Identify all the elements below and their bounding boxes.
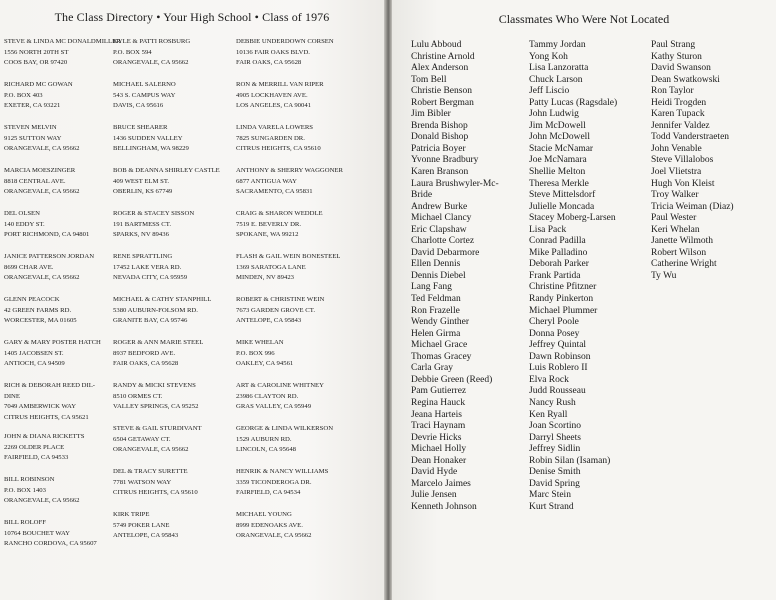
entry-address-line: FAIRFIELD, CA 94533 bbox=[4, 454, 69, 462]
entry-address-line: 1436 SUDDEN VALLEY bbox=[113, 134, 183, 142]
entry-name: KYLE & PATTI ROSBURG bbox=[113, 38, 191, 45]
entry-name: ANTHONY & SHERRY WAGGONER bbox=[236, 167, 343, 174]
entry-name: DEL OLSEN bbox=[4, 210, 40, 217]
classmate-name: Conrad Padilla bbox=[529, 236, 586, 247]
classmate-name: Regina Hauck bbox=[411, 397, 466, 408]
classmate-name: John Venable bbox=[651, 143, 702, 154]
classmate-name: David Swanson bbox=[651, 63, 711, 74]
classmate-name: Paul Strang bbox=[651, 40, 696, 50]
classmate-name: Julielle Moncada bbox=[529, 201, 595, 212]
entry-address-line: ORANGEVALE, CA 95662 bbox=[113, 59, 189, 67]
classmate-name: Ron Taylor bbox=[651, 86, 694, 97]
classmate-name: Cheryl Poole bbox=[529, 317, 579, 328]
classmate-name: Carla Gray bbox=[411, 363, 453, 374]
classmate-name: Michael Clancy bbox=[411, 213, 472, 224]
classmate-name: Alex Anderson bbox=[411, 63, 469, 74]
entry-address-line: 8699 CHAR AVE. bbox=[4, 263, 54, 271]
classmate-name: John McDowell bbox=[529, 132, 590, 143]
classmate-name: Bride bbox=[411, 190, 433, 201]
entry-address-line: CITRUS HEIGHTS, CA 95621 bbox=[4, 413, 89, 421]
classmate-name: Darryl Sheets bbox=[529, 432, 581, 443]
entry-address-line: P.O. BOX 594 bbox=[113, 48, 152, 56]
entry-name: ROGER & STACEY SISSON bbox=[113, 210, 195, 217]
entry-name: STEVEN MELVIN bbox=[4, 124, 57, 131]
entry-address-line: 4905 LOCKHAVEN AVE. bbox=[236, 91, 308, 99]
entry-address-line: CITRUS HEIGHTS, CA 95610 bbox=[113, 489, 198, 497]
directory-entry bbox=[113, 37, 241, 69]
entry-address-line: PORT RICHMOND, CA 94801 bbox=[4, 231, 90, 239]
entry-name: RANDY & MICKI STEVENS bbox=[113, 382, 196, 389]
classmate-name: Joe McNamara bbox=[529, 155, 587, 166]
classmate-name: John Ludwig bbox=[529, 109, 579, 120]
classmate-name: Randy Pinkerton bbox=[529, 294, 594, 305]
classmate-name: Nancy Rush bbox=[529, 397, 576, 408]
classmate-name: David Hyde bbox=[411, 467, 458, 478]
directory-entry bbox=[236, 252, 364, 284]
classmate-name: Paul Wester bbox=[651, 213, 697, 224]
entry-address-line: DAVIS, CA 95616 bbox=[113, 102, 164, 110]
classmate-name: Todd Vanderstraeten bbox=[651, 132, 730, 143]
directory-entry bbox=[236, 467, 364, 499]
entry-address-line: P.O. BOX 1403 bbox=[4, 486, 46, 494]
directory-entry bbox=[236, 80, 364, 112]
directory-entry bbox=[113, 381, 241, 413]
classmate-name: Laura Brushwyler-Mc- bbox=[411, 178, 499, 189]
classmate-name: Karen Branson bbox=[411, 167, 469, 178]
entry-address-line: ORANGEVALE, CA 95662 bbox=[113, 446, 189, 454]
entry-name: MIKE WHELAN bbox=[236, 339, 284, 346]
classmate-name: Robert Bergman bbox=[411, 97, 474, 108]
directory-entry bbox=[113, 166, 241, 198]
classmate-name: Lang Fang bbox=[411, 282, 452, 293]
entry-address-line: 1369 SARATOGA LANE bbox=[236, 263, 306, 271]
classmate-name: Jim McDowell bbox=[529, 120, 586, 131]
directory-entry bbox=[113, 467, 241, 499]
classmate-name: Stacey Moberg-Larsen bbox=[529, 213, 616, 224]
not-located-column-1 bbox=[411, 40, 499, 513]
entry-address-line: 409 WEST ELM ST. bbox=[113, 177, 170, 185]
classmate-name: Wendy Ginther bbox=[411, 317, 470, 328]
entry-address-line: 8999 EDENOAKS AVE. bbox=[236, 521, 303, 529]
classmate-name: Denise Smith bbox=[529, 467, 581, 478]
entry-address-line: WORCESTER, MA 01605 bbox=[4, 317, 77, 325]
entry-address-line: 7049 AMBERWICK WAY bbox=[4, 403, 77, 411]
classmate-name: Hugh Von Kleist bbox=[651, 178, 715, 189]
entry-address-line: 8510 ORMES CT. bbox=[113, 392, 163, 400]
classmate-name: Dean Honaker bbox=[411, 455, 467, 466]
classmate-name: Lisa Pack bbox=[529, 224, 567, 235]
directory-entry bbox=[236, 510, 364, 542]
entry-name: ROGER & ANN MARIE STEEL bbox=[113, 339, 204, 346]
entry-address-line: CITRUS HEIGHTS, CA 95610 bbox=[236, 145, 321, 153]
directory-entry bbox=[113, 338, 241, 370]
entry-name: BRUCE SHEARER bbox=[113, 124, 168, 131]
entry-address-line: 7519 E. BEVERLY DR. bbox=[236, 220, 302, 228]
not-located-column-2 bbox=[529, 40, 617, 513]
directory-entry bbox=[113, 80, 241, 112]
entry-address-line: P.O. BOX 403 bbox=[4, 91, 43, 99]
entry-address-line: SACRAMENTO, CA 95831 bbox=[236, 188, 313, 196]
classmate-name: Steve Villalobos bbox=[651, 155, 714, 166]
classmate-name: Judd Rousseau bbox=[529, 386, 586, 397]
entry-name: HENRIK & NANCY WILLIAMS bbox=[236, 468, 329, 475]
classmate-name: Traci Haynam bbox=[411, 421, 466, 432]
entry-name: MICHAEL & CATHY STANPHILL bbox=[113, 296, 212, 303]
entry-name: KIRK TRIPE bbox=[113, 511, 150, 518]
entry-address-line: ORANGEVALE, CA 95662 bbox=[4, 188, 80, 196]
entry-address-line: 5749 POKER LANE bbox=[113, 521, 170, 529]
classmate-name: Steve Mittelsdorf bbox=[529, 190, 596, 201]
entry-name: STEVE & GAIL STURDIVANT bbox=[113, 425, 202, 432]
entry-address-line: 10136 FAIR OAKS BLVD. bbox=[236, 48, 310, 56]
directory-entry bbox=[236, 424, 364, 456]
directory-entry bbox=[236, 123, 364, 155]
classmate-name: Yvonne Bradbury bbox=[411, 155, 479, 166]
left-page bbox=[0, 0, 384, 600]
classmate-name: Luis Roblero II bbox=[529, 363, 588, 374]
classmate-name: Ty Wu bbox=[651, 270, 677, 281]
classmate-name: Karen Tupack bbox=[651, 109, 705, 120]
entry-address-line: 8818 CENTRAL AVE. bbox=[4, 177, 66, 185]
classmate-name: Keri Whelan bbox=[651, 224, 700, 235]
entry-address-line: LINCOLN, CA 95648 bbox=[236, 446, 297, 454]
entry-address-line: FAIRFIELD, CA 94534 bbox=[236, 489, 301, 497]
classmate-name: Robin Silan (Isaman) bbox=[529, 455, 611, 466]
entry-address-line: 1529 AUBURN RD. bbox=[236, 435, 292, 443]
classmate-name: Pam Gutierrez bbox=[411, 386, 467, 397]
classmate-name: Eric Clapshaw bbox=[411, 224, 467, 235]
entry-address-line: COOS BAY, OR 97420 bbox=[4, 59, 68, 67]
entry-address-line: 7781 WATSON WAY bbox=[113, 478, 172, 486]
directory-entry bbox=[113, 295, 241, 327]
classmate-name: Patty Lucas (Ragsdale) bbox=[529, 97, 618, 108]
entry-address-line: FAIR OAKS, CA 95628 bbox=[113, 360, 179, 368]
entry-address-line: 2269 OLDER PLACE bbox=[4, 443, 65, 451]
entry-address-line: 3359 TICONDEROGA DR. bbox=[236, 478, 312, 486]
entry-address-line: 7673 GARDEN GROVE CT. bbox=[236, 306, 316, 314]
classmate-name: Tom Bell bbox=[411, 74, 447, 85]
entry-name: GLENN PEACOCK bbox=[4, 296, 60, 303]
entry-name: JOHN & DIANA RICKETTS bbox=[4, 433, 85, 440]
entry-address-line: 7825 SUNGARDEN DR. bbox=[236, 134, 305, 142]
entry-name: BILL ROLOFF bbox=[4, 519, 46, 526]
directory-entry bbox=[236, 295, 364, 327]
entry-name: RICHARD MC GOWAN bbox=[4, 81, 73, 88]
book-spine bbox=[384, 0, 392, 600]
entry-address-line: BELLINGHAM, WA 98229 bbox=[113, 145, 189, 153]
right-page bbox=[392, 0, 776, 600]
classmate-name: Ken Ryall bbox=[529, 409, 568, 420]
entry-address-line: SPOKANE, WA 99212 bbox=[236, 231, 299, 239]
entry-address-line: FAIR OAKS, CA 95628 bbox=[236, 59, 302, 67]
entry-address-line: 1405 JACOBSEN ST. bbox=[4, 349, 64, 357]
classmate-name: Thomas Gracey bbox=[411, 351, 472, 362]
classmate-name: David Spring bbox=[529, 478, 580, 489]
classmate-name: Devrie Hicks bbox=[411, 432, 462, 443]
not-located-title: Classmates Who Were Not Located bbox=[498, 12, 670, 26]
directory-entry bbox=[236, 338, 364, 370]
classmate-name: David Debarmore bbox=[411, 247, 480, 258]
classmate-name: Dawn Robinson bbox=[529, 351, 591, 362]
classmate-name: Elva Rock bbox=[529, 374, 569, 385]
entry-name: MICHAEL SALERNO bbox=[113, 81, 176, 88]
entry-address-line: P.O. BOX 996 bbox=[236, 349, 275, 357]
entry-name: BILL ROBINSON bbox=[4, 476, 55, 483]
classmate-name: Jeffrey Quintal bbox=[529, 340, 587, 351]
entry-address-line: 6504 GETAWAY CT. bbox=[113, 435, 171, 443]
entry-address-line: SPARKS, NV 89436 bbox=[113, 231, 169, 239]
entry-name: GARY & MARY POSTER HATCH bbox=[4, 339, 101, 346]
classmate-name: Frank Partida bbox=[529, 270, 581, 281]
classmate-name: Donald Bishop bbox=[411, 132, 469, 143]
classmate-name: Lisa Lanzoratta bbox=[529, 63, 589, 74]
classmate-name: Lulu Abboud bbox=[411, 40, 462, 50]
classmate-name: Mike Palladino bbox=[529, 247, 588, 258]
classmate-name: Ron Frazelle bbox=[411, 305, 460, 316]
classmate-name: Tricia Weiman (Diaz) bbox=[651, 201, 734, 212]
entry-address-line: ANTIOCH, CA 94509 bbox=[4, 360, 65, 368]
classmate-name: Dennis Diebel bbox=[411, 270, 466, 281]
classmate-name: Brenda Bishop bbox=[411, 120, 468, 131]
directory-entry bbox=[113, 252, 241, 284]
classmate-name: Kurt Strand bbox=[529, 501, 574, 512]
classmate-name: Christie Benson bbox=[411, 86, 472, 97]
entry-address-line: 5380 AUBURN-FOLSOM RD. bbox=[113, 306, 198, 314]
classmate-name: Heidi Trogden bbox=[651, 97, 707, 108]
classmate-name: Jeffrey Sidlin bbox=[529, 444, 581, 455]
classmate-name: Christine Pfitzner bbox=[529, 282, 597, 293]
entry-name: GEORGE & LINDA WILKERSON bbox=[236, 425, 334, 432]
classmate-name: Marc Stein bbox=[529, 490, 571, 501]
entry-name: LINDA VARELA LOWERS bbox=[236, 124, 314, 131]
entry-address-line: 1556 NORTH 20TH ST bbox=[4, 48, 69, 56]
entry-name: MARCIA MOESZINGER bbox=[4, 167, 76, 174]
entry-address-line: 543 S. CAMPUS WAY bbox=[113, 91, 176, 99]
entry-address-line: ANTELOPE, CA 95843 bbox=[236, 317, 302, 325]
entry-address-line: 9125 SUTTON WAY bbox=[4, 134, 62, 142]
classmate-name: Jim Bibler bbox=[411, 109, 451, 120]
directory-entry bbox=[236, 166, 364, 198]
classmate-name: Michael Holly bbox=[411, 444, 467, 455]
classmate-name: Ellen Dennis bbox=[411, 259, 461, 270]
directory-entry bbox=[236, 381, 364, 413]
classmate-name: Jeff Liscio bbox=[529, 86, 570, 97]
entry-address-line: OBERLIN, KS 67749 bbox=[113, 188, 173, 196]
classmate-name: Jennifer Valdez bbox=[651, 120, 710, 131]
classmate-name: Charlotte Cortez bbox=[411, 236, 475, 247]
entry-address-line: 17452 LAKE VERA RD. bbox=[113, 263, 182, 271]
entry-address-line: MINDEN, NV 89423 bbox=[236, 274, 295, 282]
entry-name: CRAIG & SHARON WEDDLE bbox=[236, 210, 323, 217]
classmate-name: Ted Feldman bbox=[411, 294, 461, 305]
entry-address-line: GRAS VALLEY, CA 95949 bbox=[236, 403, 312, 411]
classmate-name: Stacie McNamar bbox=[529, 143, 594, 154]
entry-address-line: VALLEY SPRINGS, CA 95252 bbox=[113, 403, 199, 411]
directory-entry bbox=[113, 123, 241, 155]
classmate-name: Tammy Jordan bbox=[529, 40, 586, 50]
entry-address-line: ORANGEVALE, CA 95662 bbox=[4, 497, 80, 505]
not-located-column-3 bbox=[651, 40, 734, 282]
entry-address-line: ORANGEVALE, CA 95662 bbox=[236, 532, 312, 540]
entry-address-line: RANCHO CORDOVA, CA 95607 bbox=[4, 540, 97, 548]
classmate-name: Joel Vlietstra bbox=[651, 167, 702, 178]
directory-entry bbox=[113, 510, 241, 542]
entry-address-line: OAKLEY, CA 94561 bbox=[236, 360, 294, 368]
directory-entry bbox=[236, 37, 364, 69]
classmate-name: Debbie Green (Reed) bbox=[411, 374, 493, 385]
entry-address-line: GRANITE BAY, CA 95746 bbox=[113, 317, 188, 325]
classmate-name: Janette Wilmoth bbox=[651, 236, 713, 247]
entry-address-line: ORANGEVALE, CA 95662 bbox=[4, 145, 80, 153]
classmate-name: Troy Walker bbox=[651, 190, 699, 201]
entry-name: BOB & DEANNA SHIRLEY CASTLE bbox=[113, 167, 220, 174]
entry-address-line: 191 BARTMESS CT. bbox=[113, 220, 171, 228]
entry-address-line: 140 EDDY ST. bbox=[4, 220, 45, 228]
classmate-name: Dean Swatkowski bbox=[651, 74, 720, 85]
entry-address-line: 6877 ANTIGUA WAY bbox=[236, 177, 297, 185]
directory-entry bbox=[113, 424, 241, 456]
classmate-name: Robert Wilson bbox=[651, 247, 707, 258]
classmate-name: Kenneth Johnson bbox=[411, 501, 477, 512]
directory-entry bbox=[236, 209, 364, 241]
entry-name: ROBERT & CHRISTINE WEIN bbox=[236, 296, 325, 303]
classmate-name: Christine Arnold bbox=[411, 51, 475, 62]
entry-address-line: EXETER, CA 93221 bbox=[4, 102, 61, 110]
classmate-name: Andrew Burke bbox=[411, 201, 468, 212]
entry-name: RICH & DEBORAH REED DIL- bbox=[4, 382, 96, 389]
classmate-name: Chuck Larson bbox=[529, 74, 583, 85]
classmate-name: Yong Koh bbox=[529, 51, 568, 62]
classmate-name: Marcelo Jaimes bbox=[411, 478, 471, 489]
entry-name: RON & MERRILL VAN RIPER bbox=[236, 81, 324, 88]
classmate-name: Patricia Boyer bbox=[411, 143, 466, 154]
entry-address-line: 10764 BOUCHET WAY bbox=[4, 529, 71, 537]
entry-address-line: NEVADA CITY, CA 95959 bbox=[113, 274, 188, 282]
classmate-name: Joan Scortino bbox=[529, 421, 581, 432]
classmate-name: Michael Plummer bbox=[529, 305, 598, 316]
entry-name: RENE SPRATTLING bbox=[113, 253, 173, 260]
classmate-name: Kathy Sturon bbox=[651, 51, 702, 62]
entry-name: DEL & TRACY SURETTE bbox=[113, 468, 188, 475]
entry-name: ART & CAROLINE WHITNEY bbox=[236, 382, 324, 389]
classmate-name: Michael Grace bbox=[411, 340, 468, 351]
entry-address-line: ANTELOPE, CA 95843 bbox=[113, 532, 179, 540]
entry-name: STEVE & LINDA MC DONALDMILLER bbox=[4, 38, 121, 45]
entry-address-line: LOS ANGELES, CA 90041 bbox=[236, 102, 312, 110]
classmate-name: Shellie Melton bbox=[529, 167, 586, 178]
classmate-name: Jeana Harteis bbox=[411, 409, 462, 420]
entry-name: JANICE PATTERSON JORDAN bbox=[4, 253, 95, 260]
entry-address-line: 8937 BEDFORD AVE. bbox=[113, 349, 176, 357]
entry-name: MICHAEL YOUNG bbox=[236, 511, 292, 518]
entry-name: FLASH & GAIL WEIN BONESTEEL bbox=[236, 253, 341, 260]
directory-title: The Class Directory • Your High School • Class of 1976 bbox=[54, 10, 330, 24]
classmate-name: Deborah Parker bbox=[529, 259, 589, 270]
classmate-name: Donna Posey bbox=[529, 328, 580, 339]
classmate-name: Theresa Merkle bbox=[529, 178, 589, 189]
entry-name: DEBBIE UNDERDOWN CORSEN bbox=[236, 38, 334, 45]
classmate-name: Helen Girma bbox=[411, 328, 461, 339]
entry-address-line: ORANGEVALE, CA 95662 bbox=[4, 274, 80, 282]
entry-address-line: 42 GREEN FARMS RD. bbox=[4, 306, 72, 314]
entry-address-line: DINE bbox=[4, 392, 20, 400]
classmate-name: Julie Jensen bbox=[411, 490, 457, 501]
directory-entry bbox=[113, 209, 241, 241]
classmate-name: Catherine Wright bbox=[651, 259, 717, 270]
entry-address-line: 23986 CLAYTON RD. bbox=[236, 392, 299, 400]
